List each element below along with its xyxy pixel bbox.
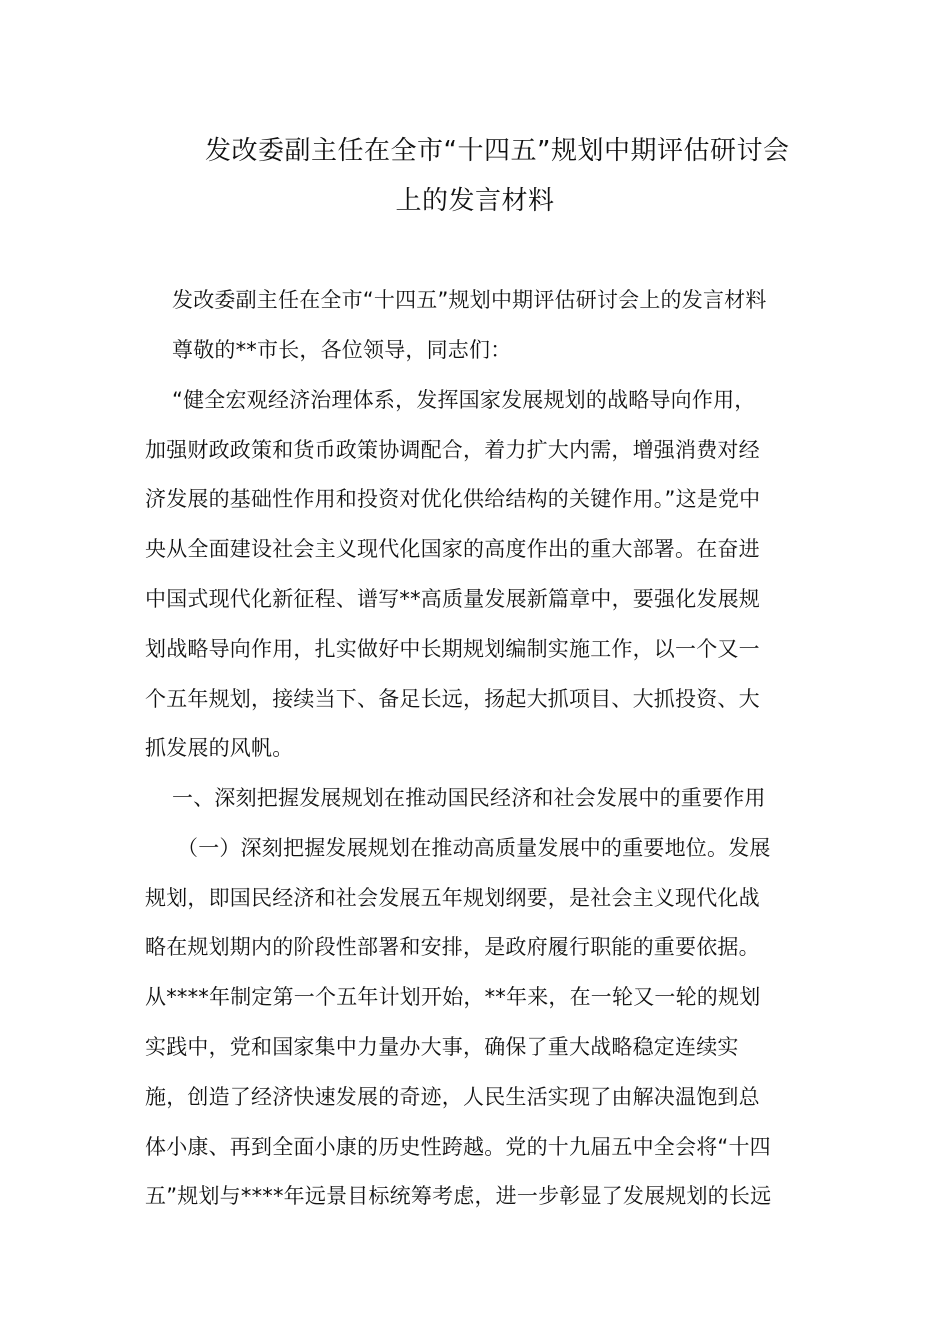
body-line: 抓发展的风帆。 xyxy=(145,736,294,760)
body-line: 实践中，党和国家集中力量办大事，确保了重大战略稳定连续实 xyxy=(145,1035,739,1059)
body-line: 央从全面建设社会主义现代化国家的高度作出的重大部署。在奋进 xyxy=(145,537,760,561)
body-line: “健全宏观经济治理体系，发挥国家发展规划的战略导向作用， xyxy=(172,388,756,412)
body-line: 划战略导向作用，扎实做好中长期规划编制实施工作，以一个又一 xyxy=(145,637,760,661)
body-line: 从****年制定第一个五年计划开始，**年来，在一轮又一轮的规划 xyxy=(145,985,761,1009)
body-line: 加强财政政策和货币政策协调配合，着力扩大内需，增强消费对经 xyxy=(145,438,760,462)
body-line: 规划，即国民经济和社会发展五年规划纲要，是社会主义现代化战 xyxy=(145,886,760,910)
body-line: 施，创造了经济快速发展的奇迹，人民生活实现了由解决温饱到总 xyxy=(145,1085,760,1109)
section-heading: 一、深刻把握发展规划在推动国民经济和社会发展中的重要作用 xyxy=(172,786,766,810)
body-line: 五”规划与****年远景目标统筹考虑，进一步彰显了发展规划的长远 xyxy=(145,1184,772,1208)
body-line: 中国式现代化新征程、谱写**高质量发展新篇章中，要强化发展规 xyxy=(145,587,760,611)
document-title-line-2: 上的发言材料 xyxy=(395,186,555,216)
body-line: 略在规划期内的阶段性部署和安排，是政府履行职能的重要依据。 xyxy=(145,935,760,959)
body-line: 发改委副主任在全市“十四五”规划中期评估研讨会上的发言材料 xyxy=(172,288,767,312)
body-line: （一）深刻把握发展规划在推动高质量发展中的重要地位。发展 xyxy=(177,836,771,860)
body-line: 济发展的基础性作用和投资对优化供给结构的关键作用。”这是党中 xyxy=(145,487,761,511)
document-title-line-1: 发改委副主任在全市“十四五”规划中期评估研讨会 xyxy=(205,136,790,166)
body-line: 个五年规划，接续当下、备足长远，扬起大抓项目、大抓投资、大 xyxy=(145,687,760,711)
body-line: 体小康、再到全面小康的历史性跨越。党的十九届五中全会将“十四 xyxy=(145,1135,771,1159)
salutation-line: 尊敬的**市长，各位领导，同志们： xyxy=(172,338,512,362)
